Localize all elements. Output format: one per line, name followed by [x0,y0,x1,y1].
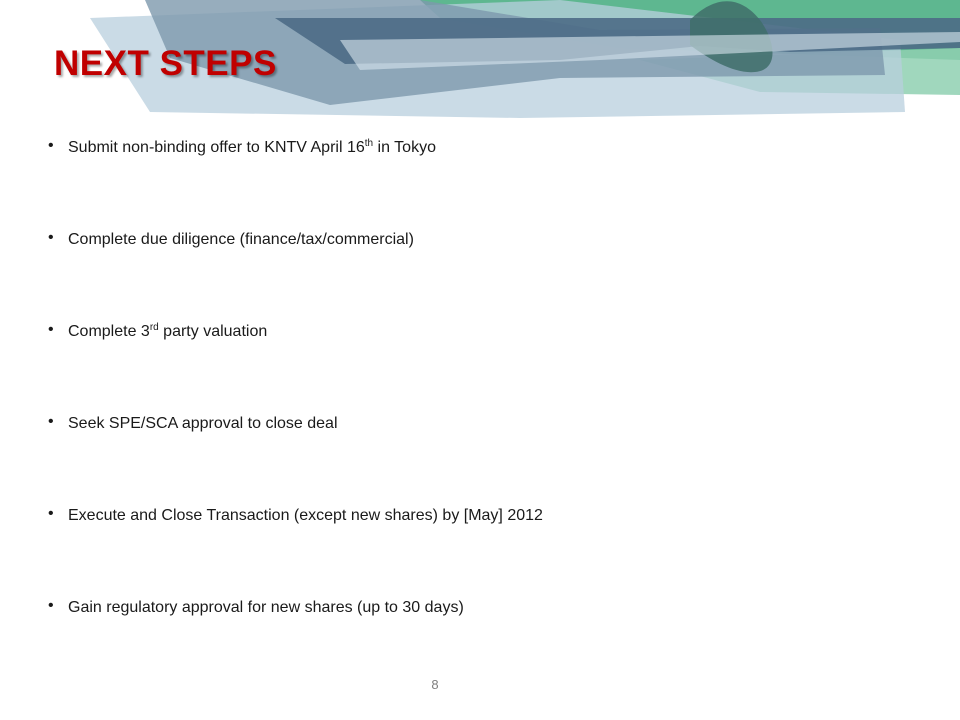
bullet-text: Submit non-binding offer to KNTV April 16th in Tokyo [68,138,436,156]
bullet-dot: • [48,413,54,430]
bullet-dot: • [48,597,54,614]
bullet-dot: • [48,505,54,522]
bullet-text: Gain regulatory approval for new shares (up to 30 days) [68,599,464,616]
bullet-text: Seek SPE/SCA approval to close deal [68,415,338,432]
bullet-text: Execute and Close Transaction (except new shares) by [May] 2012 [68,507,543,524]
bullet-dot: • [48,229,54,246]
bullet-dot: • [48,321,54,338]
bullet-text: Complete 3rd party valuation [68,322,268,340]
bullet-dot: • [48,137,54,154]
bullet-text: Complete due diligence (finance/tax/commercial) [68,231,414,248]
page-number: 8 [431,677,439,692]
slide-title: NEXT STEPS [54,44,277,83]
